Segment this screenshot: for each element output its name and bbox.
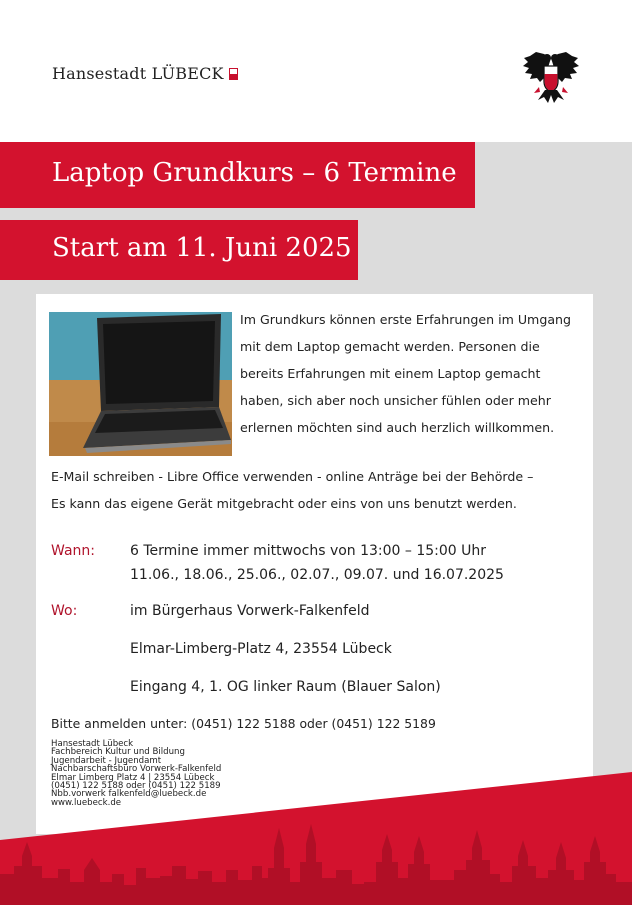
brand-logo — [52, 64, 238, 83]
imprint-line: Elmar Limberg Platz 4 | 23554 Lübeck — [51, 772, 215, 783]
start-banner — [0, 220, 358, 280]
start-date: Start am 11. Juni 2025 — [52, 233, 352, 263]
title-banner — [0, 142, 475, 208]
brand-name: Hansestadt LÜBECK — [52, 64, 224, 83]
imprint-line: Jugendarbeit - Jugendamt — [51, 755, 162, 766]
skyline-silhouette — [0, 770, 632, 905]
imprint-line: Nachbarschaftsbüro Vorwerk-Falkenfeld — [51, 764, 222, 775]
where-room: Eingang 4, 1. OG linker Raum (Blauer Salon) — [130, 679, 441, 695]
when-dates: 11.06., 18.06., 25.06., 02.07., 09.07. und 16.07.2025 — [130, 567, 504, 583]
intro-line: Im Grundkurs können erste Erfahrungen im Umgang — [240, 312, 572, 327]
registration-info: Bitte anmelden unter: (0451) 122 5188 oder (0451) 122 5189 — [51, 716, 436, 731]
laptop-photo — [49, 312, 232, 456]
intro-line: bereits Erfahrungen mit einem Laptop gemacht — [240, 366, 541, 381]
intro-line: haben, sich aber noch unsicher fühlen oder mehr — [240, 393, 551, 408]
imprint-line: Fachbereich Kultur und Bildung — [51, 747, 185, 758]
when-schedule: 6 Termine immer mittwochs von 13:00 – 15:00 Uhr — [130, 543, 487, 559]
course-title: Laptop Grundkurs – 6 Termine — [52, 158, 457, 188]
intro-paragraph — [240, 306, 585, 441]
where-venue: im Bürgerhaus Vorwerk-Falkenfeld — [130, 603, 370, 619]
imprint-line: (0451) 122 5188 oder (0451) 122 5189 — [51, 781, 221, 792]
when-label: Wann: — [51, 543, 95, 559]
imprint-line: Hansestadt Lübeck — [51, 739, 134, 749]
where-label: Wo: — [51, 603, 78, 619]
brand-mark-icon — [229, 68, 238, 80]
topics-line: E-Mail schreiben - Libre Office verwenden - online Anträge bei der Behörde – — [51, 469, 534, 484]
imprint-line: Nbb.vorwerk falkenfeld@luebeck.de — [51, 789, 207, 800]
topics-paragraph — [51, 463, 591, 517]
intro-line: erlernen möchten sind auch herzlich willkommen. — [240, 420, 555, 435]
imprint-line: www.luebeck.de — [51, 797, 122, 808]
where-address: Elmar-Limberg-Platz 4, 23554 Lübeck — [130, 641, 392, 657]
intro-line: mit dem Laptop gemacht werden. Personen die — [240, 339, 540, 354]
topics-line: Es kann das eigene Gerät mitgebracht oder eins von uns benutzt werden. — [51, 496, 517, 511]
eagle-crest-icon — [522, 50, 580, 104]
